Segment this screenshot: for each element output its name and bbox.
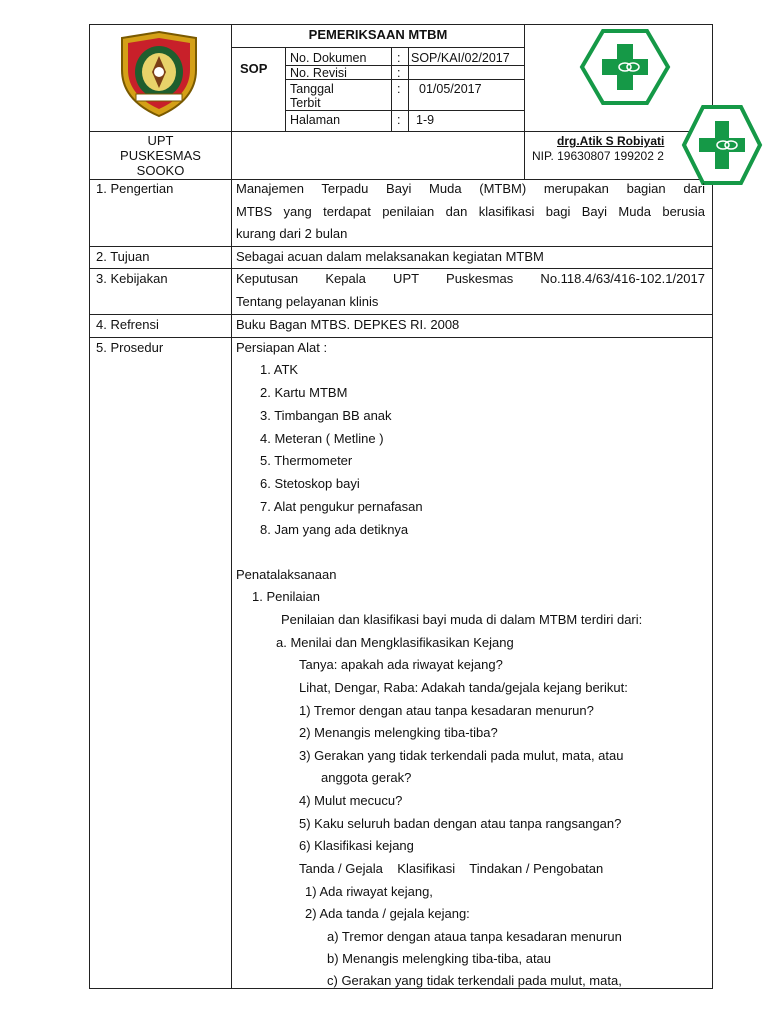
procedure-line: 2. Kartu MTBM xyxy=(260,385,348,400)
procedure-line: 1. Penilaian xyxy=(252,589,320,604)
pengertian-line: MTBS yang terdapat penilaian dan klasifikasi bagi Bayi Muda berusia xyxy=(236,204,705,219)
procedure-line: Tanda / Gejala Klasifikasi Tindakan / Pengobatan xyxy=(299,861,604,876)
issue-date-label-2: Terbit xyxy=(290,96,321,110)
procedure-line: a) Tremor dengan ataua tanpa kesadaran menurun xyxy=(327,929,622,944)
sop-label: SOP xyxy=(240,61,268,76)
procedure-line: Penilaian dan klasifikasi bayi muda di dalam MTBM terdiri dari: xyxy=(281,612,643,627)
issue-date-sep: : xyxy=(397,82,401,96)
signer-nip: NIP. 19630807 199202 2 xyxy=(532,149,664,163)
section-label-kebijakan: 3. Kebijakan xyxy=(96,271,168,286)
procedure-line: 8. Jam yang ada detiknya xyxy=(260,522,409,537)
section-divider xyxy=(89,314,713,315)
procedure-line: a. Menilai dan Mengklasifikasikan Kejang xyxy=(276,635,514,650)
procedure-line: 2) Ada tanda / gejala kejang: xyxy=(305,906,470,921)
referensi-text: Buku Bagan MTBS. DEPKES RI. 2008 xyxy=(236,317,460,332)
column-divider xyxy=(231,24,232,989)
doc-number-label: No. Dokumen xyxy=(290,51,367,65)
title-divider xyxy=(231,47,525,48)
section-divider xyxy=(89,246,713,247)
row-divider xyxy=(285,110,525,111)
kebijakan-line: Keputusan Kepala UPT Puskesmas No.118.4/63/416-102.1/2017 xyxy=(236,271,705,286)
org-name-line: SOOKO xyxy=(136,163,185,178)
procedure-line: 5) Kaku seluruh badan dengan atau tanpa rangsangan? xyxy=(299,816,622,831)
puskesmas-logo-icon-overlay xyxy=(681,104,763,186)
procedure-line: Lihat, Dengar, Raba: Adakah tanda/gejala kejang berikut: xyxy=(299,680,628,695)
procedure-line: anggota gerak? xyxy=(321,770,412,785)
section-divider xyxy=(89,337,713,338)
procedure-line: Tanya: apakah ada riwayat kejang? xyxy=(299,657,503,672)
issue-date-label-1: Tanggal xyxy=(290,82,334,96)
section-label-pengertian: 1. Pengertian xyxy=(96,181,174,196)
procedure-line: 4. Meteran ( Metline ) xyxy=(260,431,384,446)
puskesmas-logo-icon xyxy=(579,28,671,106)
org-name-line: UPT xyxy=(147,133,174,148)
procedure-line: 7. Alat pengukur pernafasan xyxy=(260,499,423,514)
tujuan-text: Sebagai acuan dalam melaksanakan kegiatan MTBM xyxy=(236,249,544,264)
document-title: PEMERIKSAAN MTBM xyxy=(308,27,448,42)
procedure-line: 6) Klasifikasi kejang xyxy=(299,838,414,853)
procedure-line: 3) Gerakan yang tidak terkendali pada mulut, mata, atau xyxy=(299,748,624,763)
header-bottom xyxy=(89,179,713,180)
revision-label: No. Revisi xyxy=(290,66,347,80)
sop-divider xyxy=(285,47,286,131)
page-label: Halaman xyxy=(290,113,341,127)
page-sep: : xyxy=(397,113,401,127)
procedure-line: 3. Timbangan BB anak xyxy=(260,408,392,423)
procedure-line: 4) Mulut mecucu? xyxy=(299,793,403,808)
page-value: 1-9 xyxy=(416,113,435,127)
section-label-prosedur: 5. Prosedur xyxy=(96,340,164,355)
revision-sep: : xyxy=(397,66,401,80)
procedure-line: 2) Menangis melengking tiba-tiba? xyxy=(299,725,498,740)
header-divider xyxy=(89,131,713,132)
procedure-line: Persiapan Alat : xyxy=(236,340,328,355)
procedure-line: 1) Ada riwayat kejang, xyxy=(305,884,433,899)
doc-number-sep: : xyxy=(397,51,401,65)
procedure-line: 6. Stetoskop bayi xyxy=(260,476,360,491)
sep-col-left xyxy=(391,47,392,131)
section-label-tujuan: 2. Tujuan xyxy=(96,249,150,264)
section-label-referensi: 4. Refrensi xyxy=(96,317,159,332)
procedure-line: 5. Thermometer xyxy=(260,453,353,468)
procedure-line: b) Menangis melengking tiba-tiba, atau xyxy=(327,951,552,966)
procedure-line: 1. ATK xyxy=(260,362,299,377)
regency-emblem xyxy=(116,30,202,118)
signer-name: drg.Atik S Robiyati xyxy=(557,134,665,148)
pengertian-line: Manajemen Terpadu Bayi Muda (MTBM) merupakan bagian dari xyxy=(236,181,705,196)
section-divider xyxy=(89,268,713,269)
table-border-top xyxy=(89,24,713,25)
sep-col-right xyxy=(408,47,409,131)
procedure-line: c) Gerakan yang tidak terkendali pada mulut, mata, xyxy=(327,973,622,988)
procedure-line: Penatalaksanaan xyxy=(236,567,337,582)
kebijakan-line: Tentang pelayanan klinis xyxy=(236,294,379,309)
pengertian-line: kurang dari 2 bulan xyxy=(236,226,348,241)
procedure-line: 1) Tremor dengan atau tanpa kesadaran menurun? xyxy=(299,703,594,718)
org-name-line: PUSKESMAS xyxy=(120,148,201,163)
doc-number-value: SOP/KAI/02/2017 xyxy=(411,51,510,65)
issue-date-value: 01/05/2017 xyxy=(419,82,482,96)
